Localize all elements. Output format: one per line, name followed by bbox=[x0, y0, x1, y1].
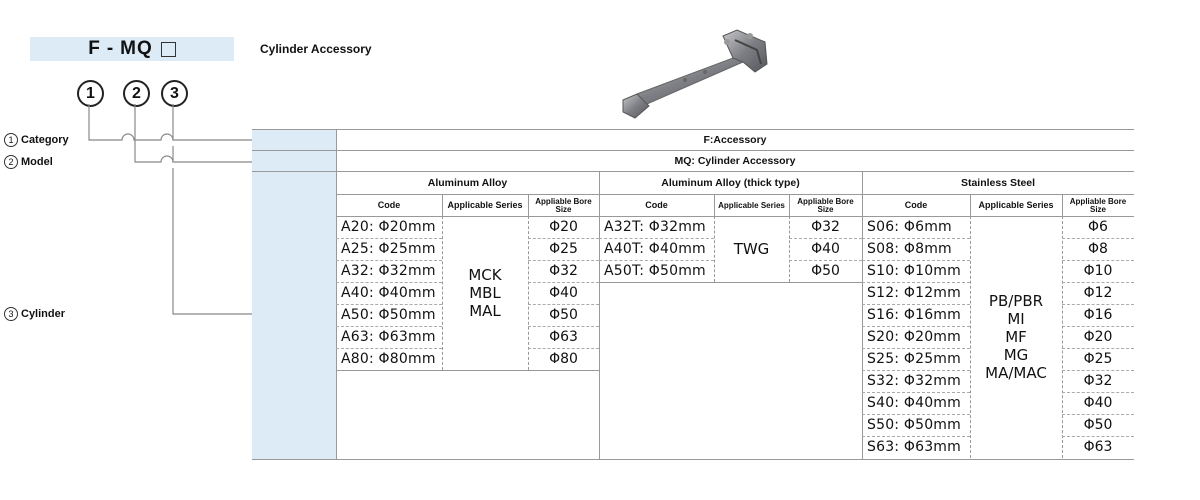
bracket-image bbox=[615, 28, 785, 126]
row-divider bbox=[528, 348, 599, 349]
row-divider bbox=[599, 260, 714, 261]
row-divider bbox=[862, 348, 970, 349]
cylinder-label-text: Cylinder bbox=[21, 308, 66, 320]
applicable-series: TWG bbox=[733, 240, 770, 258]
row-divider bbox=[528, 304, 599, 305]
code-cell: A63: Φ63mm bbox=[341, 329, 436, 345]
subhead-divider bbox=[442, 194, 443, 216]
bore-cell: Φ63 bbox=[1083, 439, 1113, 455]
code-cell: A32: Φ32mm bbox=[341, 263, 436, 279]
code-cell: S16: Φ16mm bbox=[867, 307, 961, 323]
model-label bbox=[4, 155, 53, 169]
group-title: Aluminum Alloy (thick type) bbox=[661, 177, 800, 189]
marker-2: 2 bbox=[123, 80, 150, 107]
code-cell: A20: Φ20mm bbox=[341, 219, 436, 235]
code-cell: A80: Φ80mm bbox=[341, 351, 436, 367]
row-divider bbox=[862, 260, 970, 261]
bore-header: Appliable Bore Size bbox=[535, 196, 592, 214]
code-cell: S63: Φ63mm bbox=[867, 439, 961, 455]
row-divider bbox=[252, 150, 1134, 151]
subhead-divider bbox=[714, 194, 715, 216]
code-header: Code bbox=[377, 200, 401, 210]
bore-cell: Φ32 bbox=[549, 263, 578, 279]
bore-cell: Φ80 bbox=[549, 351, 578, 367]
code-cell: S50: Φ50mm bbox=[867, 417, 961, 433]
bore-cell: Φ25 bbox=[549, 241, 578, 257]
row-divider bbox=[528, 326, 599, 327]
code-cell: S40: Φ40mm bbox=[867, 395, 961, 411]
bore-header: Appliable Bore Size bbox=[1069, 196, 1127, 214]
row-divider bbox=[336, 304, 442, 305]
sub-head-divider bbox=[336, 216, 1134, 217]
row-divider bbox=[336, 238, 442, 239]
code-cell: S06: Φ6mm bbox=[867, 219, 952, 235]
applicable-series: PB/PBR bbox=[988, 292, 1044, 310]
row-divider bbox=[862, 392, 970, 393]
row-divider bbox=[1062, 326, 1134, 327]
bore-cell: Φ40 bbox=[549, 285, 578, 301]
code-cell: S12: Φ12mm bbox=[867, 285, 961, 301]
row-divider bbox=[862, 282, 970, 283]
applicable-series: MAL bbox=[469, 302, 501, 320]
bore-cell: Φ50 bbox=[1083, 417, 1113, 433]
row-divider bbox=[528, 238, 599, 239]
row-divider bbox=[1062, 436, 1134, 437]
bore-cell: Φ12 bbox=[1083, 285, 1113, 301]
code-cell: S32: Φ32mm bbox=[867, 373, 961, 389]
row-divider bbox=[336, 282, 442, 283]
group1-bottom bbox=[336, 370, 599, 371]
code-header: Code bbox=[904, 200, 928, 210]
code-cell: S08: Φ8mm bbox=[867, 241, 952, 257]
category-value: F:Accessory bbox=[703, 134, 767, 146]
bore-cell: Φ40 bbox=[1083, 395, 1113, 411]
code-cell: A32T: Φ32mm bbox=[604, 219, 706, 235]
row-divider bbox=[1062, 304, 1134, 305]
cylinder-num: 3 bbox=[4, 307, 18, 321]
code-cell: A50: Φ50mm bbox=[341, 307, 436, 323]
row-divider bbox=[528, 282, 599, 283]
bore-cell: Φ20 bbox=[1083, 329, 1113, 345]
code-cell: S10: Φ10mm bbox=[867, 263, 961, 279]
applicable-series: MG bbox=[1003, 346, 1029, 364]
page-title: Cylinder Accessory bbox=[260, 42, 372, 56]
applicable-series: MI bbox=[1007, 310, 1025, 328]
bore-cell: Φ10 bbox=[1083, 263, 1113, 279]
row-divider bbox=[862, 326, 970, 327]
row-divider bbox=[789, 260, 862, 261]
option-square-icon bbox=[161, 42, 176, 57]
subhead-divider bbox=[970, 194, 971, 216]
category-label bbox=[4, 133, 69, 147]
bore-cell: Φ32 bbox=[1083, 373, 1113, 389]
row-divider bbox=[1062, 348, 1134, 349]
row-divider bbox=[1062, 238, 1134, 239]
row-divider bbox=[862, 370, 970, 371]
model-num: 2 bbox=[4, 155, 18, 169]
row-divider bbox=[862, 304, 970, 305]
group-title: Stainless Steel bbox=[960, 177, 1036, 189]
series-header: Applicable Series bbox=[718, 201, 785, 210]
row-divider bbox=[1062, 260, 1134, 261]
bore-header: Appliable Bore Size bbox=[797, 196, 854, 214]
row-divider bbox=[336, 260, 442, 261]
subhead-divider bbox=[528, 194, 529, 216]
bore-cell: Φ40 bbox=[811, 241, 840, 257]
group-title: Aluminum Alloy bbox=[427, 177, 508, 189]
subhead-divider bbox=[789, 194, 790, 216]
code-cell: S25: Φ25mm bbox=[867, 351, 961, 367]
bore-cell: Φ8 bbox=[1088, 241, 1108, 257]
row-divider bbox=[336, 348, 442, 349]
row-label-column bbox=[252, 129, 336, 460]
row-divider bbox=[789, 238, 862, 239]
code-header: Code bbox=[645, 200, 668, 210]
row-divider bbox=[1062, 392, 1134, 393]
bore-cell: Φ25 bbox=[1083, 351, 1113, 367]
applicable-series: MA/MAC bbox=[985, 364, 1047, 382]
bore-cell: Φ50 bbox=[811, 263, 840, 279]
row-divider bbox=[599, 238, 714, 239]
row-divider bbox=[862, 414, 970, 415]
series-header: Applicable Series bbox=[978, 200, 1054, 210]
code-dash: - bbox=[106, 38, 115, 59]
bore-cell: Φ63 bbox=[549, 329, 578, 345]
category-label-text: Category bbox=[21, 134, 69, 146]
code-cell: A50T: Φ50mm bbox=[604, 263, 706, 279]
marker-3: 3 bbox=[161, 80, 188, 107]
bore-cell: Φ50 bbox=[549, 307, 578, 323]
table-bottom-line bbox=[252, 459, 1134, 460]
code-cell: A25: Φ25mm bbox=[341, 241, 436, 257]
row-divider bbox=[1062, 414, 1134, 415]
marker-1: 1 bbox=[77, 80, 104, 107]
row-divider bbox=[528, 260, 599, 261]
code-cell: S20: Φ20mm bbox=[867, 329, 961, 345]
applicable-series: MF bbox=[1005, 328, 1027, 346]
code-main: MQ bbox=[120, 38, 153, 59]
model-value: MQ: Cylinder Accessory bbox=[674, 155, 796, 167]
model-label-text: Model bbox=[21, 156, 53, 168]
row-divider bbox=[336, 326, 442, 327]
code-cell: A40: Φ40mm bbox=[341, 285, 436, 301]
code-cell: A40T: Φ40mm bbox=[604, 241, 706, 257]
bore-cell: Φ16 bbox=[1083, 307, 1113, 323]
subhead-divider bbox=[1062, 194, 1063, 216]
model-code-box bbox=[30, 37, 234, 61]
series-header: Applicable Series bbox=[447, 200, 523, 210]
row-divider bbox=[862, 238, 970, 239]
row-divider bbox=[1062, 282, 1134, 283]
cylinder-label bbox=[4, 307, 65, 321]
bore-cell: Φ32 bbox=[811, 219, 840, 235]
row-divider bbox=[1062, 370, 1134, 371]
row-divider bbox=[862, 436, 970, 437]
category-num: 1 bbox=[4, 133, 18, 147]
table-top-line bbox=[252, 129, 1134, 130]
applicable-series: MCK bbox=[468, 266, 502, 284]
applicable-series: MBL bbox=[469, 284, 501, 302]
bore-cell: Φ6 bbox=[1088, 219, 1108, 235]
group2-bottom bbox=[599, 282, 862, 283]
code-prefix: F bbox=[88, 38, 101, 59]
bore-cell: Φ20 bbox=[549, 219, 578, 235]
